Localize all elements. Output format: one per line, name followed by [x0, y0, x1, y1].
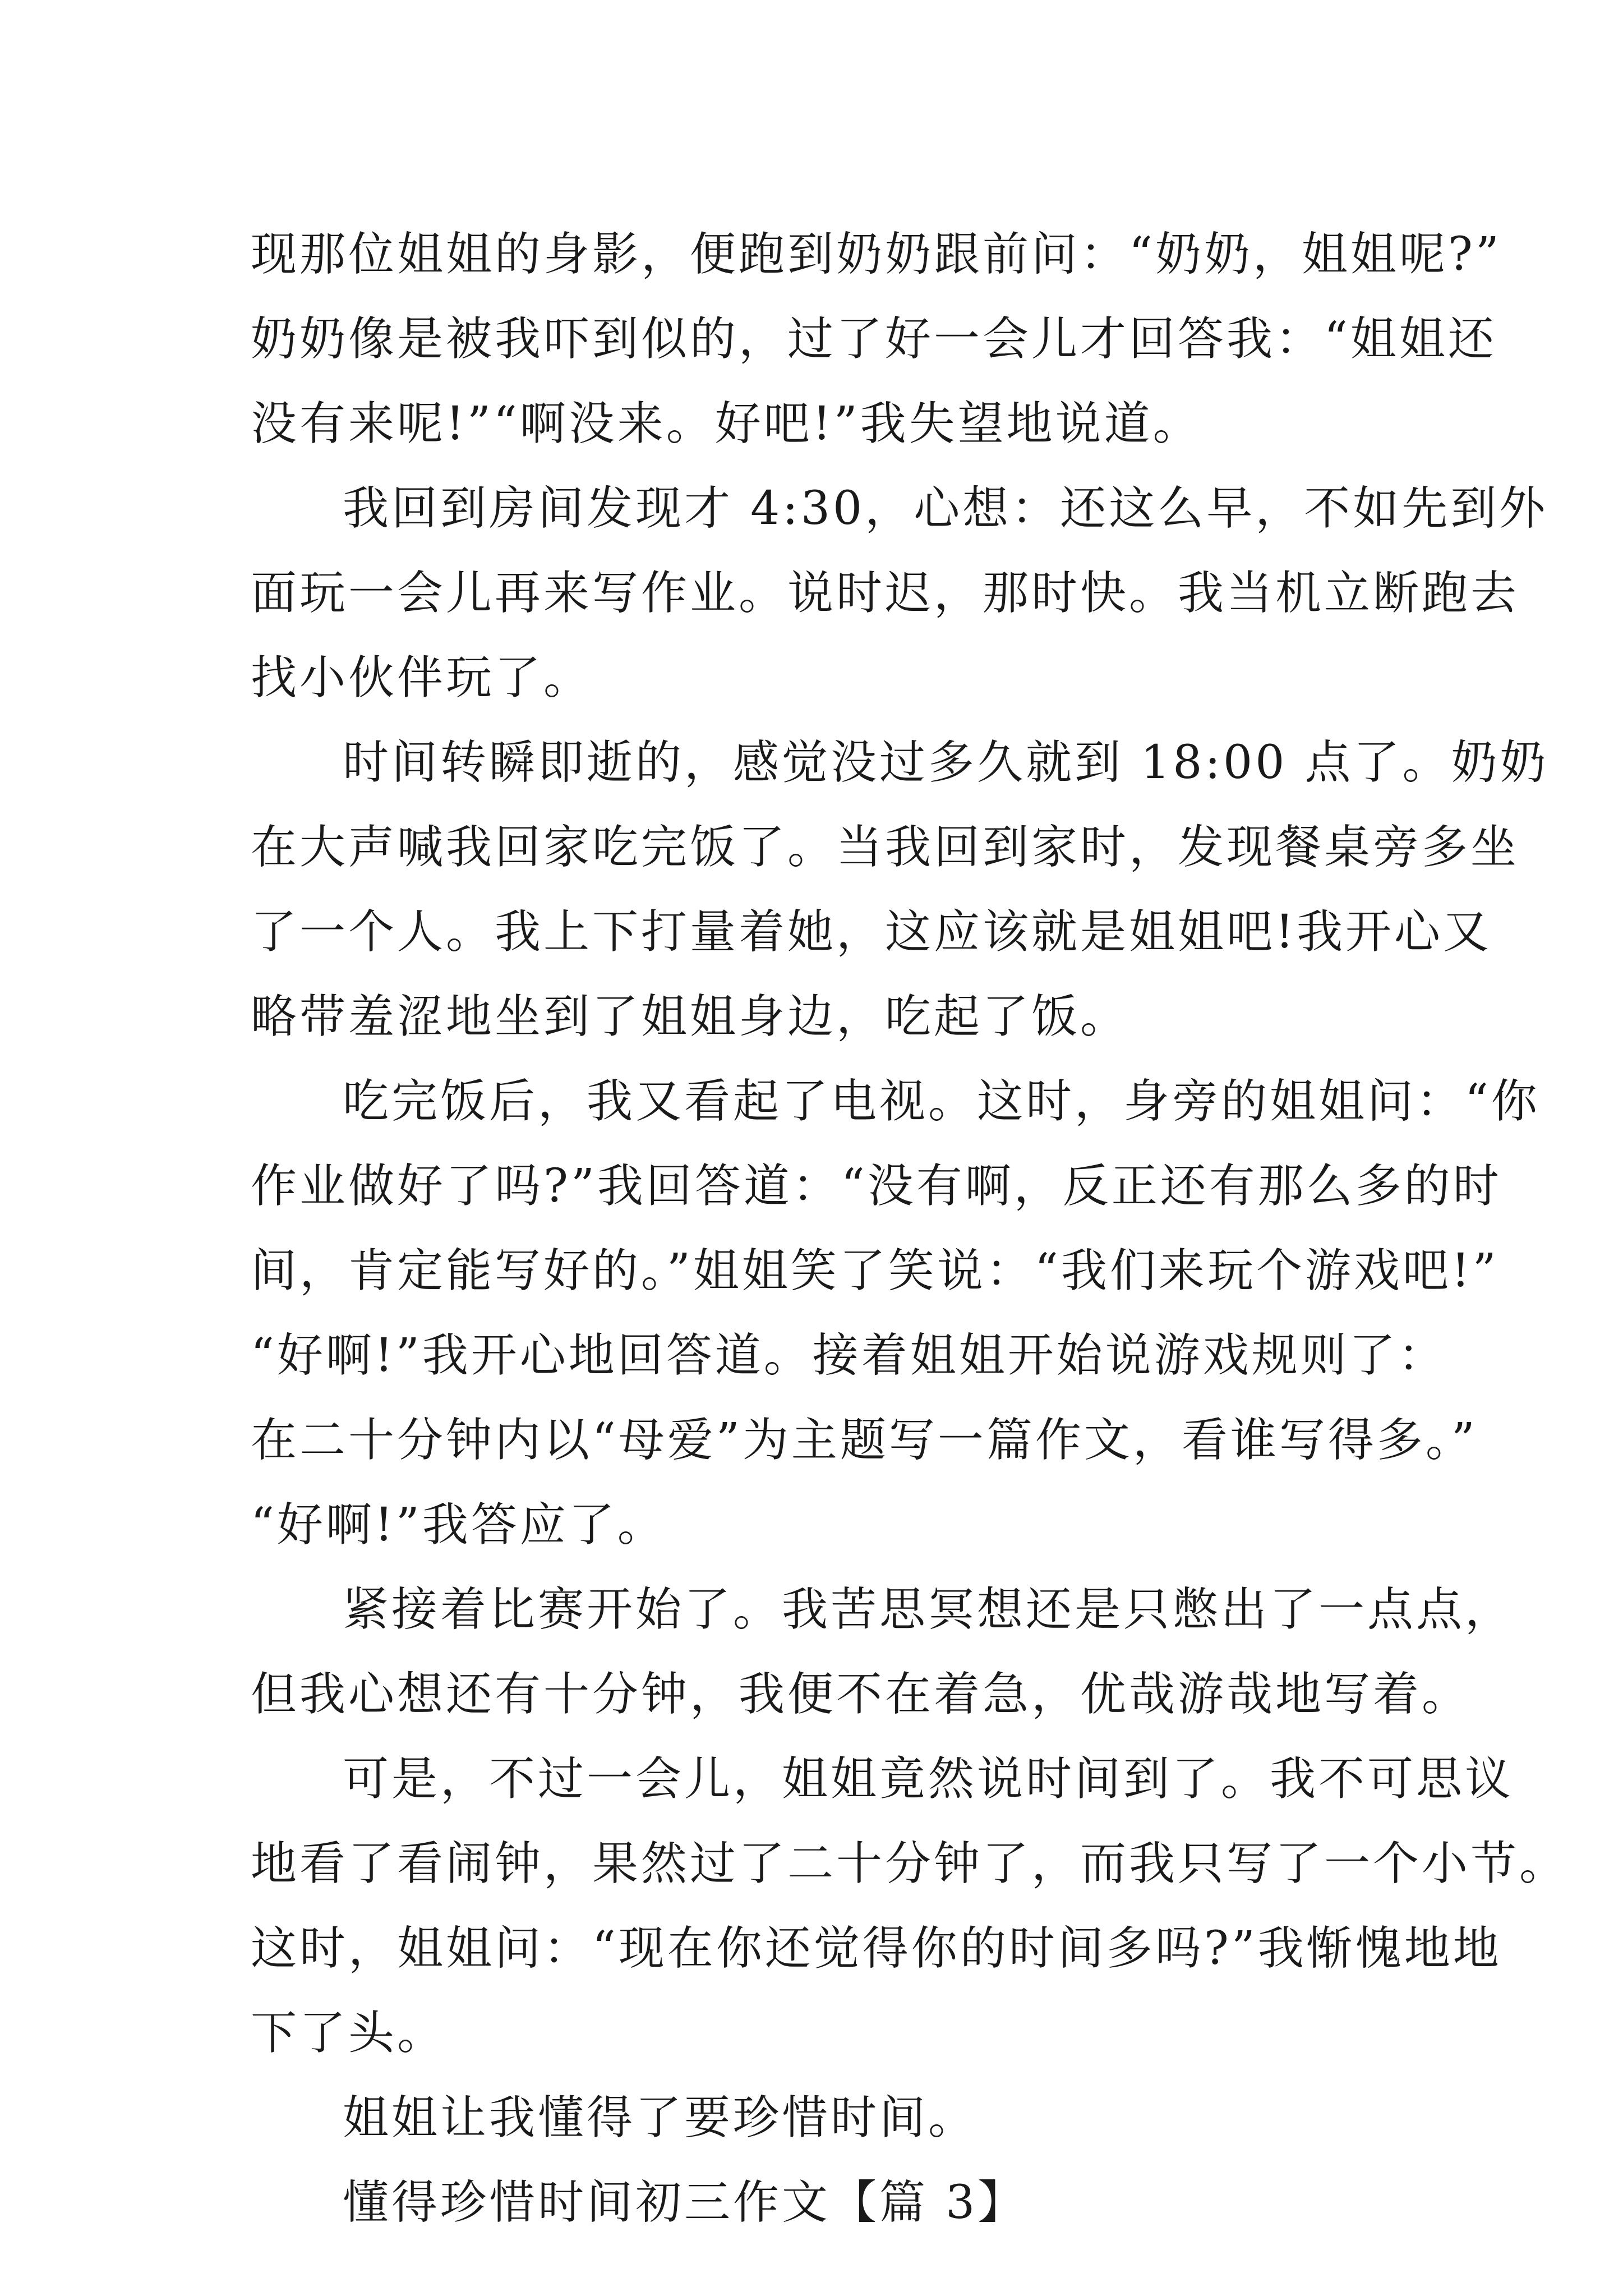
text-line: 但我心想还有十分钟，我便不在着急，优哉游哉地写着。: [251, 1668, 1471, 1721]
text-line: 作业做好了吗?”我回答道：“没有啊，反正还有那么多的时: [251, 1159, 1502, 1213]
text-line: “好啊!”我答应了。: [251, 1498, 666, 1552]
text-line: 地看了看闹钟，果然过了二十分钟了，而我只写了一个小节。: [251, 1837, 1569, 1890]
text-line: 姐姐让我懂得了要珍惜时间。: [343, 2091, 978, 2145]
document-body: [251, 212, 1569, 2245]
section-heading: [251, 2160, 1440, 2245]
paragraph-6: [251, 1737, 1569, 2076]
text-line: 懂得珍惜时间初三作文【篇 3】: [343, 2176, 1027, 2229]
text-line: 在大声喊我回家吃完饭了。当我回到家时，发现餐桌旁多坐: [251, 821, 1520, 874]
text-line: 这时，姐姐问：“现在你还觉得你的时间多吗?”我惭愧地地: [251, 1922, 1502, 1975]
text-line: 奶奶像是被我吓到似的，过了好一会儿才回答我：“姐姐还: [251, 312, 1497, 366]
paragraph-3: [251, 720, 1549, 1059]
text-line: 在二十分钟内以“母爱”为主题写一篇作文，看谁写得多。”: [251, 1414, 1478, 1467]
text-line: 下了头。: [251, 2007, 446, 2060]
text-line: 找小伙伴玩了。: [251, 651, 593, 705]
text-line: 可是，不过一会儿，姐姐竟然说时间到了。我不可思议: [343, 1752, 1514, 1806]
text-line: 紧接着比赛开始了。我苦思冥想还是只憋出了一点点，: [343, 1583, 1514, 1636]
text-line: 现那位姐姐的身影，便跑到奶奶跟前问：“奶奶，姐姐呢?”: [251, 228, 1502, 281]
text-line: 间，肯定能写好的。”姐姐笑了笑说：“我们来玩个游戏吧!”: [251, 1244, 1499, 1297]
text-line: 吃完饭后，我又看起了电视。这时，身旁的姐姐问：“你: [343, 1075, 1540, 1128]
paragraph-1: [251, 212, 1502, 466]
text-line: 我回到房间发现才 4:30，心想：还这么早，不如先到外: [343, 482, 1548, 535]
text-line: “好啊!”我开心地回答道。接着姐姐开始说游戏规则了：: [251, 1329, 1447, 1382]
paragraph-2: [251, 466, 1548, 720]
text-line: 时间转瞬即逝的，感觉没过多久就到 18:00 点了。奶奶: [343, 736, 1549, 789]
text-line: 了一个人。我上下打量着她，这应该就是姐姐吧!我开心又: [251, 905, 1492, 959]
paragraph-5: [251, 1567, 1514, 1737]
paragraph-4: [251, 1059, 1540, 1567]
paragraph-7: [251, 2076, 1440, 2160]
text-line: 略带羞涩地坐到了姐姐身边，吃起了饭。: [251, 990, 1129, 1043]
text-line: 没有来呢!”“啊没来。好吧!”我失望地说道。: [251, 397, 1202, 450]
text-line: 面玩一会儿再来写作业。说时迟，那时快。我当机立断跑去: [251, 567, 1520, 620]
